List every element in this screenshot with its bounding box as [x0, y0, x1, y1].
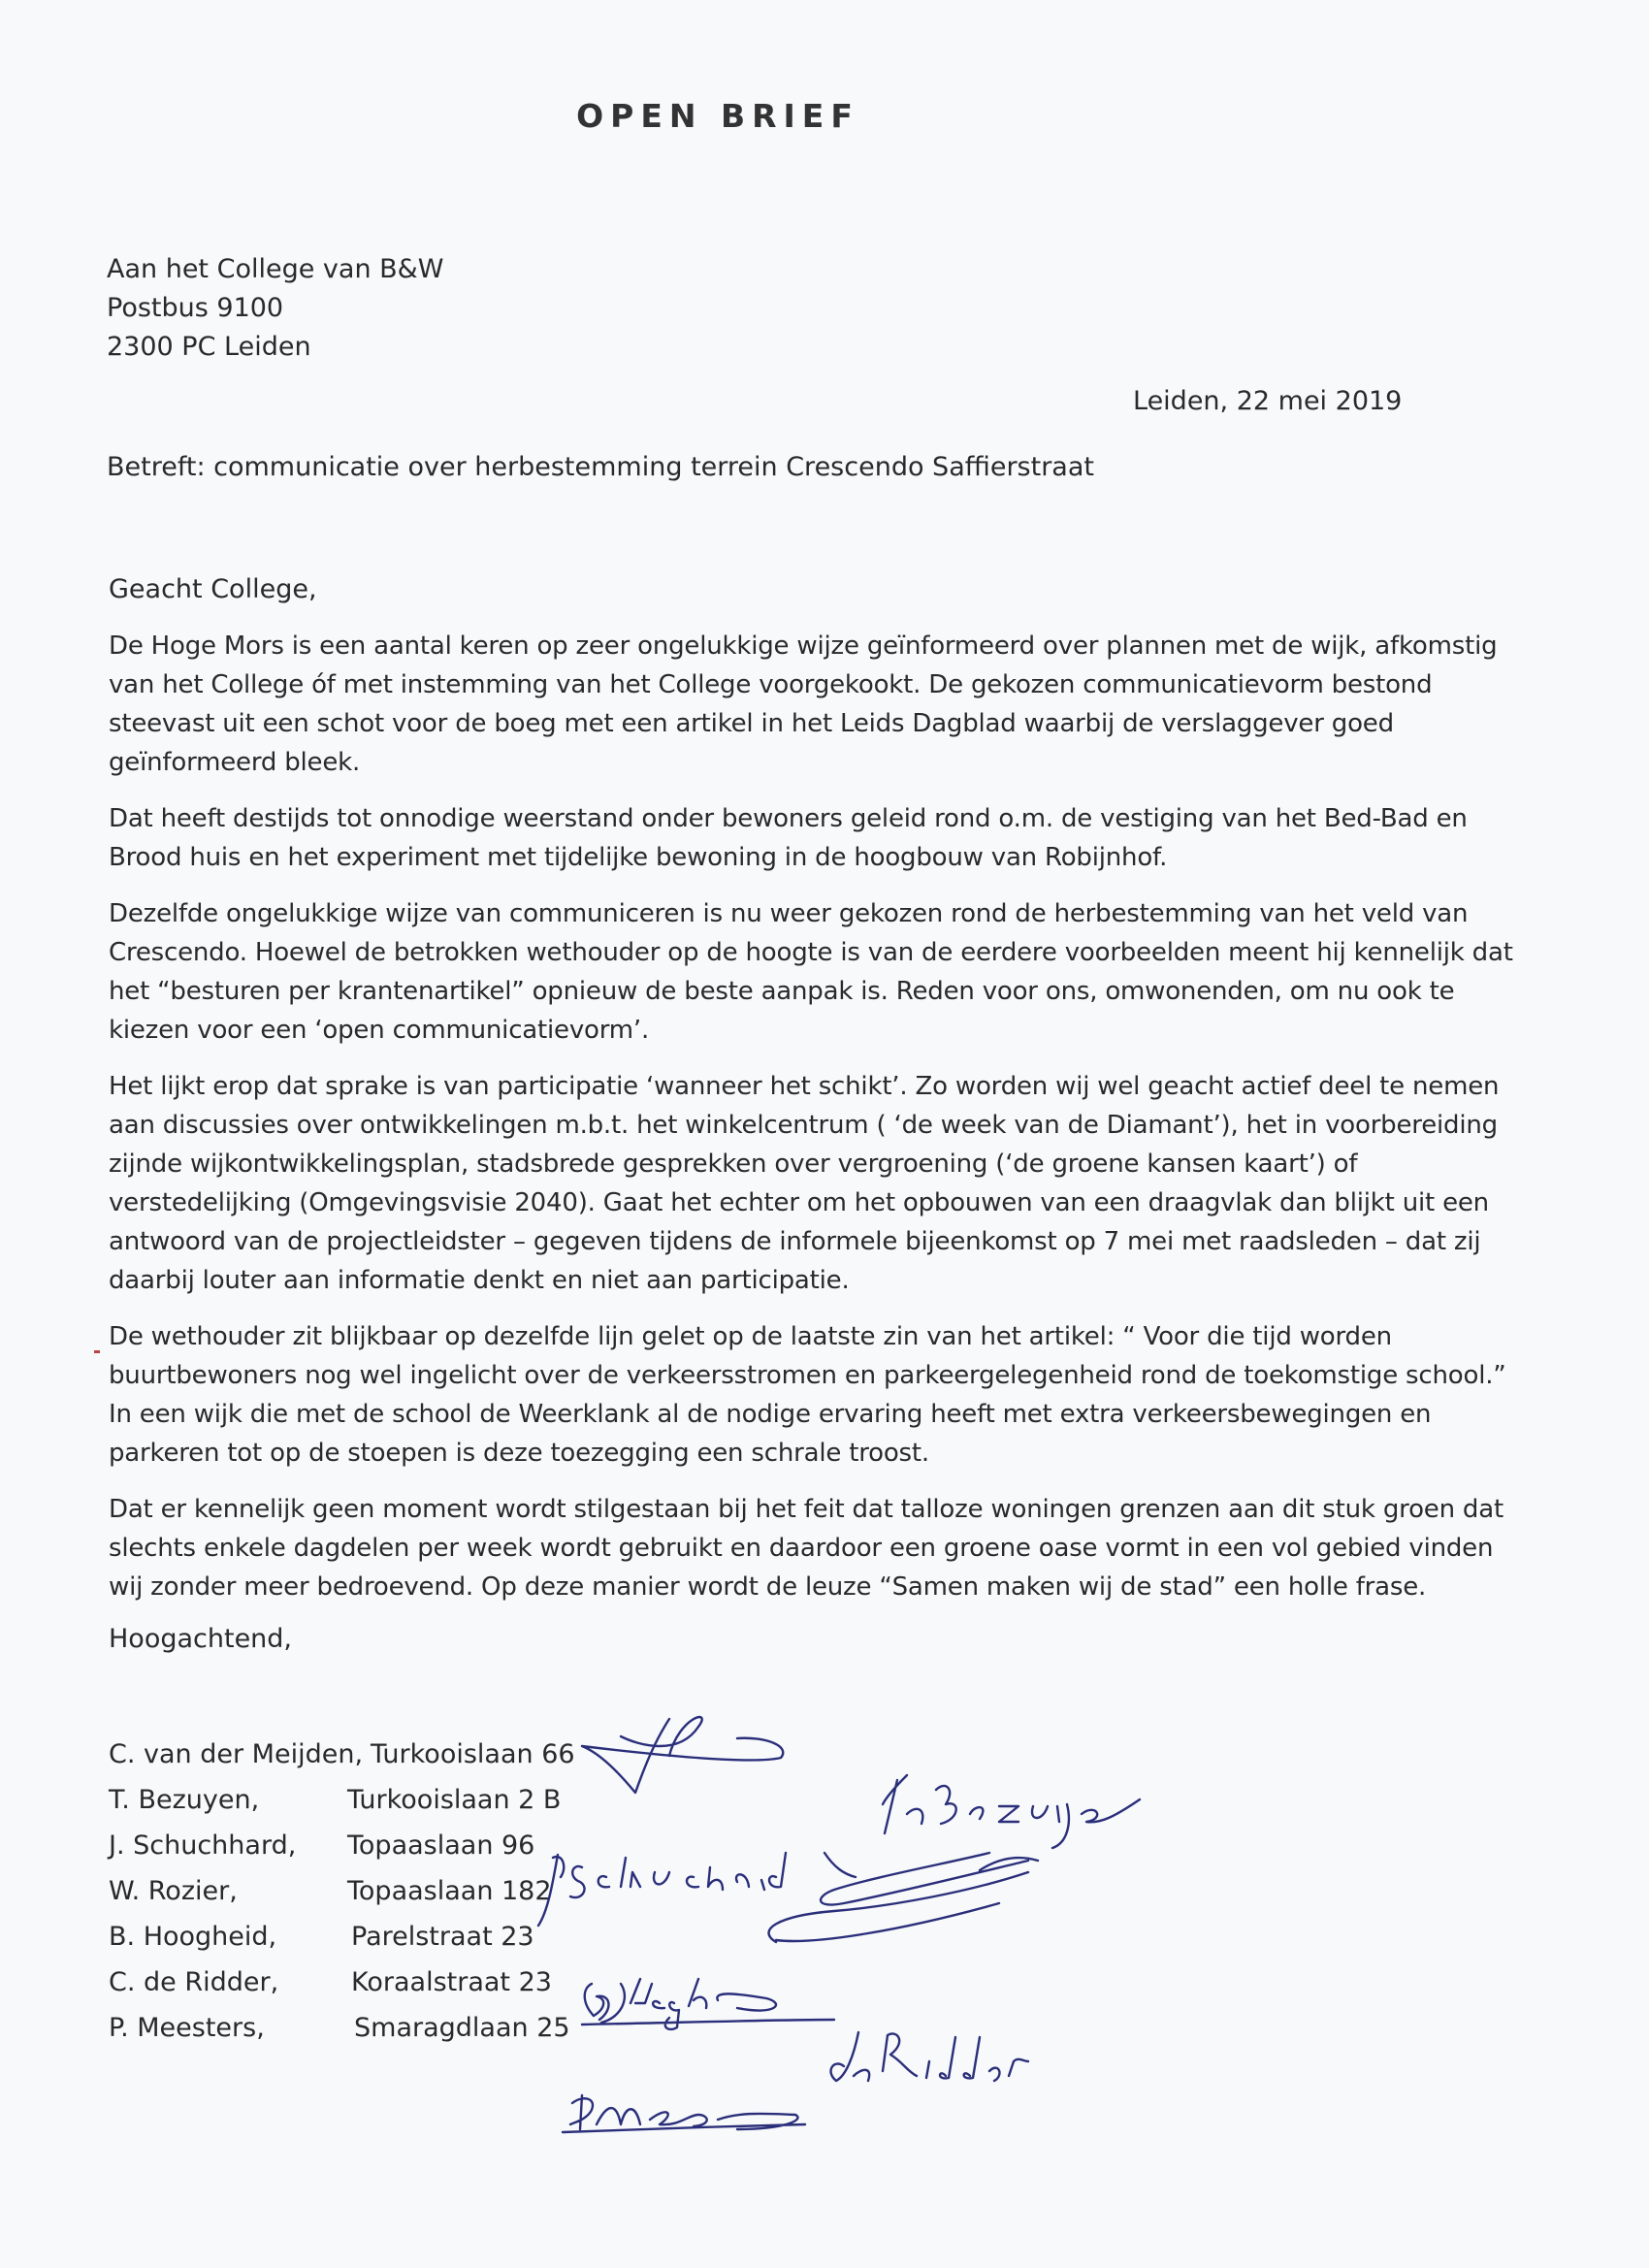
- body-paragraph: Dat er kennelijk geen moment wordt stilgestaan bij het feit dat talloze woningen grenzen aan dit stuk groen dat slechts enkele dagdelen per week wordt gebruikt en daardoor een groene oase vormt in een vol gebied vinden wij zonder meer bedroevend. Op deze manier wordt de leuze “Samen maken wij de stad” een holle frase.: [109, 1495, 1504, 1602]
- recipient-line: Postbus 9100: [107, 293, 284, 323]
- signer-name: J. Schuchhard,: [109, 1831, 297, 1861]
- signature-bezuyen: [883, 1775, 1140, 1848]
- signature-rozier: [769, 1853, 1039, 1942]
- letter-title: OPEN BRIEF: [576, 97, 859, 135]
- body-paragraph: Dat heeft destijds tot onnodige weerstand onder bewoners geleid rond o.m. de vestiging van het Bed-Bad en Brood huis en het experiment met tijdelijke bewoning in de hoogbouw van Robijnhof.: [109, 804, 1468, 872]
- signature-meesters: [563, 2095, 805, 2132]
- recipient-line: Aan het College van B&W: [107, 254, 444, 284]
- salutation: Geacht College,: [109, 574, 317, 604]
- signer-name: B. Hoogheid,: [109, 1922, 277, 1952]
- signature-ridder: [831, 2032, 1028, 2081]
- signer-address: Parelstraat 23: [351, 1922, 534, 1952]
- recipient-line: 2300 PC Leiden: [107, 332, 311, 362]
- signer-name: T. Bezuyen,: [109, 1785, 260, 1815]
- body-paragraph: Dezelfde ongelukkige wijze van communiceren is nu weer gekozen rond de herbestemming van het veld van Crescendo. Hoewel de betrokken wethouder op de hoogte is van de eerdere voorbeelden meent hij kennelijk dat het “besturen per krantenartikel” opnieuw de beste aanpak is. Reden voor ons, omwonenden, om nu ook te kiezen voor een ‘open communicatievorm’.: [109, 899, 1513, 1045]
- signer-name: C. van der Meijden,: [109, 1739, 364, 1769]
- signer-address: Smaragdlaan 25: [354, 2013, 570, 2043]
- signer-address: Topaaslaan 182: [347, 1876, 552, 1906]
- signature-hoogheid: [582, 1979, 834, 2029]
- body-paragraph: Het lijkt erop dat sprake is van participatie ‘wanneer het schikt’. Zo worden wij wel geacht actief deel te nemen aan discussies over ontwikkelingen m.b.t. het winkelcentrum ( ‘de week van de Diamant’), het in voorbereiding zijnde wijkontwikkelingsplan, stadsbrede gesprekken over vergroening (‘de groene kansen kaart’) of verstedelijking (Omgevingsvisie 2040). Gaat het echter om het opbouwen van een draagvlak dan blijkt uit een antwoord van de projectleidster – gegeven tijdens de informele bijeenkomst op 7 mei met raadsleden – dat zij daarbij louter aan informatie denkt en niet aan participatie.: [109, 1072, 1500, 1295]
- body-paragraph: De Hoge Mors is een aantal keren op zeer ongelukkige wijze geïnformeerd over plannen met de wijk, afkomstig van het College óf met instemming van het College voorgekookt. De gekozen communicatievorm bestond steevast uit een schot voor de boeg met een artikel in het Leids Dagblad waarbij de verslaggever goed geïnformeerd bleek.: [109, 632, 1498, 777]
- body-paragraph: De wethouder zit blijkbaar op dezelfde lijn gelet op de laatste zin van het artikel: “ Voor die tijd worden buurtbewoners nog wel ingelicht over de verkeersstromen en parkeergelegenheid rond de toekomstige school.” In een wijk die met de school de Weerklank al de nodige ervaring heeft met extra verkeersbewegingen en parkeren tot op de stoepen is deze toezegging een schrale troost.: [109, 1322, 1506, 1468]
- scan-speck: [94, 1350, 100, 1353]
- signer-address: Koraalstraat 23: [351, 1967, 552, 1997]
- signature-meijden: [582, 1717, 783, 1793]
- signer-name: W. Rozier,: [109, 1876, 238, 1906]
- signer-address: Turkooislaan 2 B: [347, 1785, 562, 1815]
- letter-subject: Betreft: communicatie over herbestemming terrein Crescendo Saffierstraat: [107, 452, 1094, 482]
- closing: Hoogachtend,: [109, 1624, 293, 1654]
- letter-date: Leiden, 22 mei 2019: [1133, 386, 1403, 416]
- signer-name: P. Meesters,: [109, 2013, 265, 2043]
- signer-address: Topaaslaan 96: [347, 1831, 535, 1861]
- signer-address: Turkooislaan 66: [371, 1739, 575, 1769]
- signer-name: C. de Ridder,: [109, 1967, 279, 1997]
